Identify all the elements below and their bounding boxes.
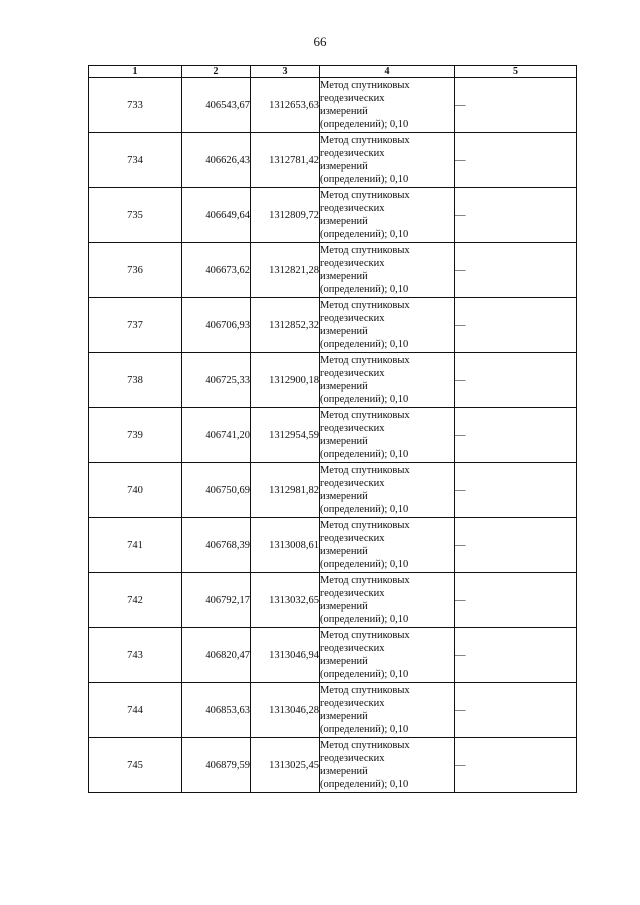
note-cell: — <box>455 353 577 408</box>
table-row <box>89 298 577 353</box>
table-row <box>89 518 577 573</box>
method-line: Метод спутниковых <box>320 80 410 91</box>
point-number-cell: 736 <box>89 243 182 298</box>
method-line: (определений); 0,10 <box>320 504 409 515</box>
point-number-cell: 735 <box>89 188 182 243</box>
note-cell: — <box>455 78 577 133</box>
x-coordinate-cell: 406741,20 <box>182 408 251 463</box>
page-number: 66 <box>313 34 327 49</box>
method-line: измерений <box>320 766 368 777</box>
method-line: Метод спутниковых <box>320 135 410 146</box>
method-line: геодезических <box>320 753 385 764</box>
method-line: Метод спутниковых <box>320 685 410 696</box>
column-header-3: 3 <box>251 66 320 78</box>
x-coordinate-cell: 406879,59 <box>182 738 251 793</box>
table-row <box>89 78 577 133</box>
method-cell <box>320 188 455 243</box>
table-row <box>89 353 577 408</box>
x-coordinate-cell: 406853,63 <box>182 683 251 738</box>
method-line: (определений); 0,10 <box>320 229 409 240</box>
method-line: (определений); 0,10 <box>320 394 409 405</box>
point-number-cell: 741 <box>89 518 182 573</box>
table-row <box>89 738 577 793</box>
method-line: измерений <box>320 601 368 612</box>
method-cell <box>320 298 455 353</box>
point-number-cell: 738 <box>89 353 182 408</box>
point-number-cell: 744 <box>89 683 182 738</box>
x-coordinate-cell: 406792,17 <box>182 573 251 628</box>
method-cell <box>320 353 455 408</box>
note-cell: — <box>455 573 577 628</box>
method-line: Метод спутниковых <box>320 520 410 531</box>
method-line: геодезических <box>320 423 385 434</box>
column-header-2: 2 <box>182 66 251 78</box>
method-cell <box>320 518 455 573</box>
table-row <box>89 243 577 298</box>
method-cell <box>320 408 455 463</box>
note-cell: — <box>455 463 577 518</box>
method-line: геодезических <box>320 148 385 159</box>
method-cell <box>320 683 455 738</box>
method-line: (определений); 0,10 <box>320 559 409 570</box>
method-line: геодезических <box>320 368 385 379</box>
method-line: Метод спутниковых <box>320 465 410 476</box>
method-line: (определений); 0,10 <box>320 614 409 625</box>
table-row <box>89 628 577 683</box>
method-line: измерений <box>320 711 368 722</box>
method-line: (определений); 0,10 <box>320 284 409 295</box>
table-row <box>89 133 577 188</box>
method-line: геодезических <box>320 588 385 599</box>
column-header-5: 5 <box>455 66 577 78</box>
x-coordinate-cell: 406725,33 <box>182 353 251 408</box>
method-line: (определений); 0,10 <box>320 779 409 790</box>
y-coordinate-cell: 1313032,65 <box>251 573 320 628</box>
y-coordinate-cell: 1313046,94 <box>251 628 320 683</box>
method-line: измерений <box>320 656 368 667</box>
method-line: Метод спутниковых <box>320 300 410 311</box>
method-line: (определений); 0,10 <box>320 339 409 350</box>
point-number-cell: 745 <box>89 738 182 793</box>
method-line: Метод спутниковых <box>320 630 410 641</box>
method-line: (определений); 0,10 <box>320 174 409 185</box>
method-cell <box>320 738 455 793</box>
method-line: измерений <box>320 106 368 117</box>
note-cell: — <box>455 298 577 353</box>
method-cell <box>320 628 455 683</box>
method-cell <box>320 243 455 298</box>
point-number-cell: 742 <box>89 573 182 628</box>
x-coordinate-cell: 406673,62 <box>182 243 251 298</box>
x-coordinate-cell: 406543,67 <box>182 78 251 133</box>
y-coordinate-cell: 1313025,45 <box>251 738 320 793</box>
note-cell: — <box>455 243 577 298</box>
method-line: геодезических <box>320 698 385 709</box>
method-line: геодезических <box>320 478 385 489</box>
method-line: геодезических <box>320 93 385 104</box>
method-line: Метод спутниковых <box>320 355 410 366</box>
note-cell: — <box>455 188 577 243</box>
table-row <box>89 408 577 463</box>
y-coordinate-cell: 1312809,72 <box>251 188 320 243</box>
y-coordinate-cell: 1312954,59 <box>251 408 320 463</box>
x-coordinate-cell: 406750,69 <box>182 463 251 518</box>
note-cell: — <box>455 683 577 738</box>
method-cell <box>320 463 455 518</box>
x-coordinate-cell: 406706,93 <box>182 298 251 353</box>
note-cell: — <box>455 738 577 793</box>
method-line: измерений <box>320 326 368 337</box>
x-coordinate-cell: 406626,43 <box>182 133 251 188</box>
table-row <box>89 188 577 243</box>
method-line: Метод спутниковых <box>320 245 410 256</box>
method-line: измерений <box>320 216 368 227</box>
y-coordinate-cell: 1312852,32 <box>251 298 320 353</box>
point-number-cell: 733 <box>89 78 182 133</box>
x-coordinate-cell: 406649,64 <box>182 188 251 243</box>
method-cell <box>320 573 455 628</box>
method-line: (определений); 0,10 <box>320 669 409 680</box>
coordinates-table <box>88 65 577 793</box>
y-coordinate-cell: 1312781,42 <box>251 133 320 188</box>
column-header-1: 1 <box>89 66 182 78</box>
method-line: Метод спутниковых <box>320 410 410 421</box>
table-row <box>89 463 577 518</box>
method-cell <box>320 78 455 133</box>
table-row <box>89 573 577 628</box>
method-line: Метод спутниковых <box>320 190 410 201</box>
note-cell: — <box>455 408 577 463</box>
x-coordinate-cell: 406768,39 <box>182 518 251 573</box>
y-coordinate-cell: 1312981,82 <box>251 463 320 518</box>
header-row <box>89 66 577 78</box>
method-line: измерений <box>320 491 368 502</box>
y-coordinate-cell: 1312900,18 <box>251 353 320 408</box>
method-line: Метод спутниковых <box>320 575 410 586</box>
table-header <box>89 66 577 78</box>
method-line: Метод спутниковых <box>320 740 410 751</box>
table-row <box>89 683 577 738</box>
y-coordinate-cell: 1313046,28 <box>251 683 320 738</box>
point-number-cell: 734 <box>89 133 182 188</box>
method-line: геодезических <box>320 203 385 214</box>
method-line: измерений <box>320 271 368 282</box>
point-number-cell: 739 <box>89 408 182 463</box>
method-line: геодезических <box>320 533 385 544</box>
point-number-cell: 737 <box>89 298 182 353</box>
note-cell: — <box>455 628 577 683</box>
method-line: измерений <box>320 436 368 447</box>
method-line: геодезических <box>320 258 385 269</box>
point-number-cell: 743 <box>89 628 182 683</box>
method-line: измерений <box>320 381 368 392</box>
column-header-4: 4 <box>320 66 455 78</box>
y-coordinate-cell: 1312653,63 <box>251 78 320 133</box>
method-line: измерений <box>320 161 368 172</box>
method-line: геодезических <box>320 643 385 654</box>
method-cell <box>320 133 455 188</box>
method-line: (определений); 0,10 <box>320 449 409 460</box>
method-line: геодезических <box>320 313 385 324</box>
note-cell: — <box>455 133 577 188</box>
method-line: измерений <box>320 546 368 557</box>
x-coordinate-cell: 406820,47 <box>182 628 251 683</box>
method-line: (определений); 0,10 <box>320 724 409 735</box>
method-line: (определений); 0,10 <box>320 119 409 130</box>
y-coordinate-cell: 1312821,28 <box>251 243 320 298</box>
point-number-cell: 740 <box>89 463 182 518</box>
note-cell: — <box>455 518 577 573</box>
table-body <box>89 78 577 793</box>
y-coordinate-cell: 1313008,61 <box>251 518 320 573</box>
